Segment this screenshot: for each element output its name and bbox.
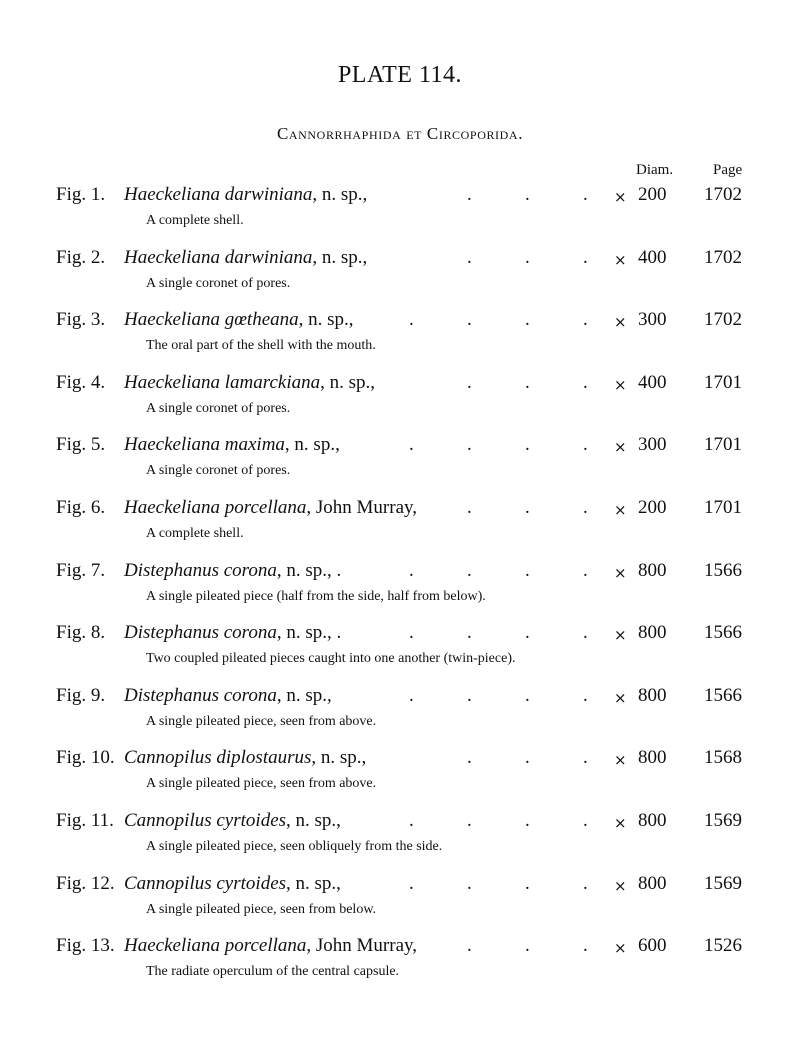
magnification-value: 800 — [638, 872, 667, 894]
leader-dot: . — [583, 872, 588, 894]
figure-number: Fig. 7. — [56, 559, 106, 581]
figure-entry — [0, 497, 800, 549]
leader-dot: . — [409, 622, 414, 644]
species-binomial: Cannopilus diplostaurus — [124, 747, 312, 769]
species-binomial: Cannopilus cyrtoides — [124, 810, 287, 831]
leader-dot: . — [467, 684, 472, 706]
species-authority: , n. sp., — [298, 309, 354, 331]
times-symbol: × — [614, 814, 627, 832]
leader-dot: . — [409, 434, 414, 456]
figure-description: A single coronet of pores. — [146, 275, 291, 291]
page-number: 1702 — [704, 309, 742, 331]
species-name — [124, 935, 417, 957]
figure-description: Two coupled pileated pieces caught into one another (twin-piece). — [146, 651, 516, 667]
figure-description: A single pileated piece, seen obliquely from the side. — [146, 839, 443, 854]
leader-dot: . — [525, 684, 530, 706]
leader-dot: . — [525, 872, 530, 894]
species-authority: , n. sp., — [276, 684, 332, 706]
species-binomial: Haeckeliana porcellana — [124, 497, 307, 518]
times-symbol: × — [614, 188, 627, 206]
leader-dot: . — [409, 309, 414, 331]
leader-dot: . — [467, 371, 472, 393]
leader-dot: . — [583, 747, 588, 769]
species-name — [124, 810, 341, 832]
leader-dot: . — [583, 935, 588, 957]
times-symbol: × — [614, 438, 627, 457]
figure-entry — [0, 873, 800, 925]
magnification-value: 800 — [638, 747, 667, 769]
leader-dot: . — [525, 371, 530, 393]
leader-dot: . — [583, 434, 588, 456]
figure-description: The oral part of the shell with the mouth. — [146, 338, 376, 354]
species-authority: , n. sp., — [320, 371, 376, 393]
leader-dot: . — [467, 246, 472, 268]
figure-number: Fig. 3. — [56, 309, 106, 331]
species-authority: , John Murray, — [306, 935, 418, 957]
species-name — [124, 434, 340, 456]
leader-dot: . — [583, 559, 588, 581]
page-number: 1566 — [704, 684, 742, 706]
figure-description: A single coronet of pores. — [146, 400, 291, 416]
page-column-header: Page — [713, 162, 743, 178]
leader-dot: . — [525, 747, 530, 769]
leader-dot: . — [409, 872, 414, 894]
species-binomial: Haeckeliana darwiniana — [124, 246, 313, 268]
figure-number: Fig. 9. — [56, 684, 106, 706]
leader-dot: . — [583, 371, 588, 393]
figure-entry — [0, 372, 800, 424]
leader-dot: . — [525, 622, 530, 644]
times-symbol: × — [614, 375, 627, 394]
leader-dot: . — [467, 622, 472, 644]
species-name — [124, 184, 367, 206]
species-binomial: Haeckeliana porcellana — [124, 935, 307, 957]
magnification-value: 300 — [638, 309, 667, 331]
leader-dot: . — [467, 497, 472, 518]
times-symbol: × — [614, 751, 627, 770]
figure-number: Fig. 10. — [56, 747, 115, 769]
species-binomial: Distephanus corona — [124, 622, 277, 644]
leader-dot: . — [467, 559, 472, 581]
species-authority: , n. sp., — [312, 184, 368, 205]
species-authority: , n. sp., — [286, 810, 341, 831]
page-number: 1569 — [704, 872, 742, 894]
figure-description: A single pileated piece, seen from below. — [146, 901, 377, 917]
page-number: 1702 — [704, 246, 742, 268]
leader-dot: . — [409, 810, 414, 831]
leader-dot: . — [525, 559, 530, 581]
times-symbol: × — [614, 250, 627, 269]
leader-dot: . — [409, 559, 414, 581]
plate-title: PLATE 114. — [337, 62, 463, 88]
figure-number: Fig. 1. — [56, 184, 106, 205]
leader-dot: . — [467, 872, 472, 894]
species-binomial: Haeckeliana lamarckiana — [124, 371, 321, 393]
times-symbol: × — [614, 563, 627, 582]
figure-number: Fig. 5. — [56, 434, 106, 456]
leader-dot: . — [525, 309, 530, 331]
figure-description: A single coronet of pores. — [146, 463, 291, 479]
plate-subtitle: Cannorrhaphida et Circoporida. — [276, 124, 524, 143]
species-authority: , n. sp., — [286, 872, 341, 894]
page-number: 1701 — [704, 434, 742, 456]
magnification-value: 800 — [638, 810, 667, 831]
magnification-value: 400 — [638, 246, 667, 268]
leader-dot: . — [583, 309, 588, 331]
figure-entry — [0, 622, 800, 674]
figure-entry — [0, 747, 800, 799]
times-symbol: × — [614, 626, 627, 645]
figure-description: A single pileated piece (half from the side, half from below). — [146, 588, 486, 604]
species-authority: , n. sp., . — [276, 622, 342, 644]
times-symbol: × — [614, 313, 627, 332]
magnification-value: 600 — [638, 935, 667, 957]
times-symbol: × — [614, 939, 627, 958]
species-name — [124, 309, 354, 331]
species-authority: , n. sp., — [312, 246, 368, 268]
leader-dot: . — [467, 747, 472, 769]
figure-description: A complete shell. — [146, 213, 244, 228]
figure-description: The radiate operculum of the central capsule. — [146, 964, 400, 980]
species-binomial: Distephanus corona — [124, 684, 277, 706]
magnification-value: 400 — [638, 371, 667, 393]
species-authority: , John Murray, — [306, 497, 418, 518]
magnification-value: 800 — [638, 559, 667, 581]
species-binomial: Cannopilus cyrtoides — [124, 872, 287, 894]
leader-dot: . — [467, 184, 472, 205]
magnification-value: 200 — [638, 497, 667, 518]
page-number: 1701 — [704, 497, 742, 518]
species-name — [124, 247, 367, 269]
times-symbol: × — [614, 876, 627, 895]
leader-dot: . — [467, 309, 472, 331]
leader-dot: . — [409, 684, 414, 706]
species-name — [124, 622, 341, 644]
species-name — [124, 747, 366, 769]
figure-number: Fig. 13. — [56, 935, 115, 957]
species-binomial: Haeckeliana maxima — [124, 434, 285, 456]
figure-number: Fig. 6. — [56, 497, 106, 518]
times-symbol: × — [614, 501, 627, 519]
page-number: 1526 — [704, 935, 742, 957]
species-authority: , n. sp., — [311, 747, 367, 769]
times-symbol: × — [614, 688, 627, 707]
species-name — [124, 685, 332, 707]
figure-entry — [0, 810, 800, 862]
figure-entry — [0, 560, 800, 612]
figure-entry — [0, 247, 800, 299]
figure-entry — [0, 935, 800, 987]
figure-entry — [0, 309, 800, 361]
leader-dot: . — [583, 622, 588, 644]
leader-dot: . — [583, 684, 588, 706]
leader-dot: . — [525, 935, 530, 957]
leader-dot: . — [583, 246, 588, 268]
figure-number: Fig. 4. — [56, 371, 106, 393]
species-binomial: Distephanus corona — [124, 559, 277, 581]
figure-entry — [0, 184, 800, 236]
leader-dot: . — [525, 810, 530, 831]
magnification-value: 200 — [638, 184, 667, 205]
diam-column-header: Diam. — [636, 162, 674, 178]
figure-number: Fig. 11. — [56, 810, 114, 831]
leader-dot: . — [525, 497, 530, 518]
magnification-value: 800 — [638, 684, 667, 706]
species-name — [124, 497, 417, 519]
leader-dot: . — [467, 935, 472, 957]
magnification-value: 800 — [638, 622, 667, 644]
figure-description: A single pileated piece, seen from above. — [146, 776, 377, 792]
leader-dot: . — [525, 434, 530, 456]
leader-dot: . — [525, 246, 530, 268]
page-number: 1702 — [704, 184, 742, 205]
species-name — [124, 560, 341, 582]
figure-number: Fig. 8. — [56, 622, 106, 644]
figure-number: Fig. 2. — [56, 246, 106, 268]
leader-dot: . — [583, 810, 588, 831]
species-name — [124, 873, 341, 895]
figure-entry — [0, 685, 800, 737]
page-number: 1566 — [704, 559, 742, 581]
magnification-value: 300 — [638, 434, 667, 456]
leader-dot: . — [467, 810, 472, 831]
figure-entry — [0, 434, 800, 486]
species-binomial: Haeckeliana darwiniana — [124, 184, 313, 205]
species-name — [124, 372, 375, 394]
figure-number: Fig. 12. — [56, 872, 115, 894]
leader-dot: . — [525, 184, 530, 205]
species-authority: , n. sp., . — [276, 559, 342, 581]
page-number: 1566 — [704, 622, 742, 644]
page-number: 1569 — [704, 810, 742, 831]
figure-description: A single pileated piece, seen from above. — [146, 713, 377, 729]
leader-dot: . — [467, 434, 472, 456]
leader-dot: . — [583, 184, 588, 205]
leader-dot: . — [583, 497, 588, 518]
page-number: 1568 — [704, 747, 742, 769]
species-authority: , n. sp., — [284, 434, 340, 456]
species-binomial: Haeckeliana gœtheana — [124, 309, 299, 331]
figure-description: A complete shell. — [146, 526, 244, 541]
page-number: 1701 — [704, 371, 742, 393]
